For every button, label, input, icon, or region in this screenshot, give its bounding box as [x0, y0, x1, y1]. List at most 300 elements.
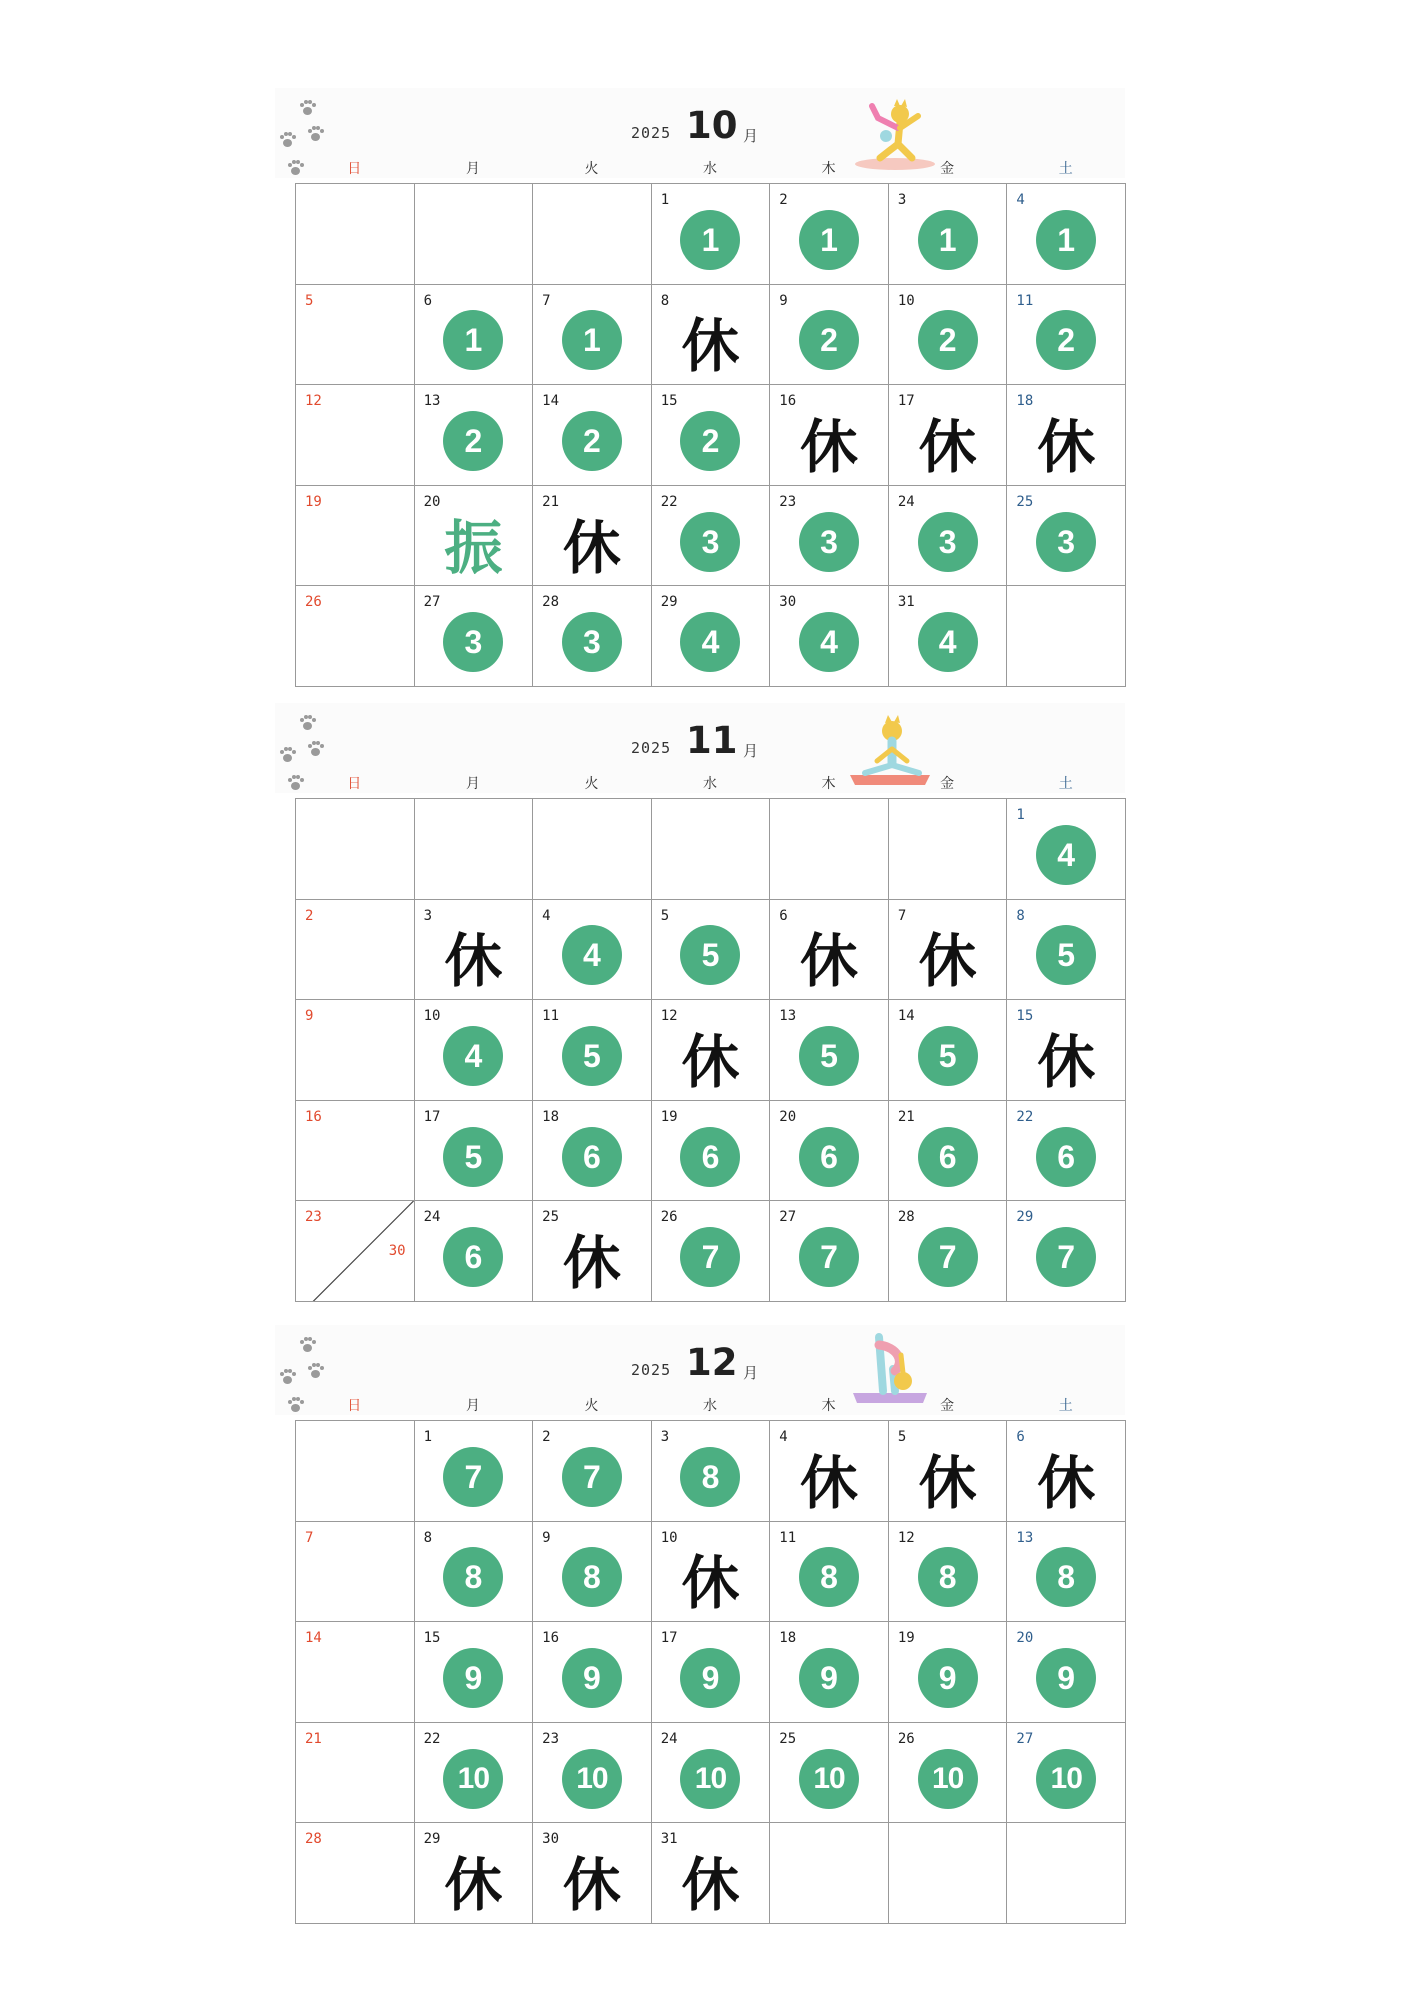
session-number-badge: 10: [562, 1749, 622, 1809]
calendar-day-cell: [1007, 1421, 1126, 1522]
session-number-badge: 2: [799, 310, 859, 370]
date-number: 26: [660, 1209, 678, 1226]
date-number: 1: [423, 1429, 432, 1445]
calendar-day-cell: [652, 799, 771, 900]
paw-icon: [279, 747, 295, 763]
date-number: 23: [542, 1730, 559, 1747]
calendar-day-cell: [415, 1622, 534, 1723]
calendar-day-cell: [889, 900, 1008, 1001]
date-number: 3: [423, 907, 432, 924]
date-number: 15: [423, 1630, 441, 1647]
calendar-day-cell: [415, 900, 534, 1001]
calendar-day-cell: [533, 486, 652, 587]
calendar-day-cell: [889, 385, 1008, 486]
session-number-badge: 3: [562, 612, 622, 672]
date-number: 21: [305, 1730, 322, 1747]
calendar-day-cell: [415, 184, 534, 285]
holiday-mark: 休: [681, 1549, 740, 1618]
date-number: 2: [779, 192, 788, 208]
session-number-badge: 1: [1036, 210, 1096, 270]
calendar-day-cell: [1007, 285, 1126, 386]
calendar-day-cell: [1007, 799, 1126, 900]
date-number: 10: [897, 292, 915, 309]
session-number-badge: 9: [562, 1648, 622, 1708]
calendar-day-cell: [889, 1000, 1008, 1101]
weekday-thu: 木: [821, 1398, 836, 1414]
date-number: 13: [423, 393, 441, 410]
date-number: 11: [779, 1529, 797, 1546]
session-number-badge: 10: [799, 1749, 859, 1809]
calendar-day-cell: [415, 1421, 534, 1522]
calendar-day-cell: [770, 900, 889, 1001]
weekday-mon: 月: [465, 1398, 480, 1414]
calendar-day-cell: [415, 799, 534, 900]
date-number: 27: [423, 594, 441, 611]
calendar-day-cell: [770, 799, 889, 900]
session-number-badge: 9: [799, 1648, 859, 1708]
calendar-day-cell: [296, 1723, 415, 1824]
calendar-day-cell: [415, 1823, 534, 1924]
session-number-badge: 1: [562, 310, 622, 370]
session-number-badge: 10: [1036, 1749, 1096, 1809]
calendar-day-cell: [889, 799, 1008, 900]
month-kanji: 月: [743, 127, 759, 145]
session-number-badge: 4: [1036, 825, 1096, 885]
date-number: 17: [423, 1108, 441, 1125]
calendar-day-cell: [652, 1622, 771, 1723]
calendar-day-cell: [1007, 1000, 1126, 1101]
month-number: 11: [686, 719, 738, 762]
session-number-badge: 6: [562, 1127, 622, 1187]
calendar-day-cell: [1007, 586, 1126, 687]
calendar-day-cell: [770, 1201, 889, 1302]
session-number-badge: 9: [1036, 1648, 1096, 1708]
weekday-wed: 水: [703, 161, 718, 177]
paw-prints-icon: [275, 713, 330, 808]
calendar-day-cell: [533, 1201, 652, 1302]
date-number: 8: [1016, 907, 1025, 924]
date-number: 1: [1016, 807, 1025, 823]
paw-icon: [299, 715, 315, 731]
year-label: 2025: [631, 739, 672, 757]
calendar-day-cell: [652, 184, 771, 285]
date-number: 21: [897, 1108, 915, 1125]
month-number: 12: [686, 1341, 738, 1384]
calendar-day-cell: [770, 1723, 889, 1824]
paw-icon: [299, 100, 315, 116]
paw-prints-icon: [275, 98, 330, 193]
date-number: 26: [897, 1730, 915, 1747]
weekday-wed: 水: [703, 776, 718, 792]
session-number-badge: 6: [1036, 1127, 1096, 1187]
holiday-mark: 休: [562, 513, 621, 582]
date-number: 8: [423, 1529, 432, 1546]
paw-prints-icon: [275, 1335, 330, 1430]
session-number-badge: 4: [918, 612, 978, 672]
calendar-day-cell: [296, 385, 415, 486]
calendar-day-cell: [296, 1522, 415, 1623]
session-number-badge: 8: [680, 1447, 740, 1507]
calendar-day-cell: [533, 385, 652, 486]
calendar-day-cell: [652, 1823, 771, 1924]
session-number-badge: 5: [443, 1127, 503, 1187]
date-number: 20: [423, 493, 441, 510]
date-number: 20: [1016, 1630, 1034, 1647]
calendar-day-cell: [652, 1421, 771, 1522]
calendar-day-cell: [296, 1622, 415, 1723]
date-number: 6: [1016, 1429, 1025, 1445]
calendar-day-cell: [296, 285, 415, 386]
holiday-mark: 休: [681, 1027, 740, 1096]
yoga-cat-illustration-icon: [845, 1325, 935, 1405]
session-number-badge: 5: [1036, 925, 1096, 985]
holiday-mark: 休: [1037, 1448, 1096, 1517]
session-number-badge: 4: [680, 612, 740, 672]
date-number: 23: [779, 493, 797, 510]
session-number-badge: 7: [443, 1447, 503, 1507]
holiday-mark: 休: [918, 1448, 977, 1517]
calendar-day-cell: [415, 1000, 534, 1101]
calendar-day-cell: [770, 1823, 889, 1924]
date-number: 23: [305, 1209, 322, 1226]
date-number: 27: [1016, 1730, 1034, 1747]
calendar-day-cell: [296, 900, 415, 1001]
session-number-badge: 7: [562, 1447, 622, 1507]
date-number: 3: [660, 1429, 670, 1445]
calendar-day-cell: [1007, 900, 1126, 1001]
session-number-badge: 7: [1036, 1227, 1096, 1287]
date-number: 24: [660, 1730, 678, 1747]
year-label: 2025: [631, 124, 672, 142]
calendar-day-cell: [770, 1421, 889, 1522]
weekday-thu: 木: [821, 161, 836, 177]
date-number: 25: [542, 1209, 559, 1226]
date-number: 29: [423, 1831, 441, 1848]
paw-icon: [307, 126, 323, 142]
date-number: 27: [779, 1209, 797, 1226]
holiday-mark: 休: [562, 1229, 621, 1298]
calendar-day-cell: [889, 586, 1008, 687]
holiday-mark: 休: [1037, 1027, 1096, 1096]
weekday-sat: 土: [1058, 776, 1073, 792]
date-number: 24: [423, 1209, 441, 1226]
calendar-day-cell: [533, 1522, 652, 1623]
date-number: 10: [423, 1008, 441, 1025]
session-number-badge: 1: [799, 210, 859, 270]
calendar-day-cell: [889, 1201, 1008, 1302]
calendar-day-cell: [652, 1201, 771, 1302]
date-number: 22: [660, 493, 678, 510]
calendar-day-cell: [415, 1101, 534, 1202]
calendar-day-cell: [770, 1522, 889, 1623]
date-number: 16: [305, 1108, 322, 1125]
calendar-day-cell: [889, 486, 1008, 587]
date-number: 13: [1016, 1529, 1034, 1546]
session-number-badge: 9: [443, 1648, 503, 1708]
calendar-day-cell: [652, 285, 771, 386]
weekday-header-row: [295, 158, 1125, 178]
year-label: 2025: [631, 1361, 672, 1379]
date-number: 31: [897, 594, 915, 611]
holiday-mark: 休: [800, 927, 859, 996]
date-number: 17: [897, 393, 915, 410]
calendar-day-cell: [770, 486, 889, 587]
date-number: 14: [897, 1008, 915, 1025]
calendar-grid: [295, 183, 1126, 687]
date-number: 7: [542, 292, 551, 309]
date-number: 29: [1016, 1209, 1034, 1226]
holiday-mark: 休: [681, 1851, 740, 1920]
calendar-day-cell: [415, 1522, 534, 1623]
weekday-sun: 日: [347, 161, 362, 177]
calendar-day-cell: [652, 586, 771, 687]
date-number: 22: [423, 1730, 441, 1747]
session-number-badge: 1: [918, 210, 978, 270]
session-number-badge: 8: [562, 1547, 622, 1607]
weekday-mon: 月: [465, 161, 480, 177]
calendar-day-cell: [770, 1101, 889, 1202]
month-header: [275, 1325, 1125, 1415]
calendar-day-cell: [296, 184, 415, 285]
calendar-day-cell: [1007, 1201, 1126, 1302]
date-number: 18: [542, 1108, 559, 1125]
calendar-day-cell: [652, 1723, 771, 1824]
calendar-day-cell: [770, 1622, 889, 1723]
date-number: 25: [1016, 493, 1034, 510]
calendar-day-cell: [415, 385, 534, 486]
calendar-day-cell: [296, 799, 415, 900]
calendar-day-cell: [770, 184, 889, 285]
weekday-header-row: [295, 1395, 1125, 1415]
date-number: 13: [779, 1008, 797, 1025]
date-number: 4: [542, 907, 551, 924]
date-number: 3: [897, 192, 907, 208]
session-number-badge: 9: [680, 1648, 740, 1708]
session-number-badge: 3: [1036, 512, 1096, 572]
session-number-badge: 3: [680, 512, 740, 572]
session-number-badge: 2: [918, 310, 978, 370]
calendar-day-cell: [533, 1421, 652, 1522]
session-number-badge: 5: [918, 1026, 978, 1086]
session-number-badge: 2: [443, 411, 503, 471]
holiday-mark: 休: [1037, 412, 1096, 481]
session-number-badge: 8: [918, 1547, 978, 1607]
month-number: 10: [686, 104, 738, 147]
session-number-badge: 2: [1036, 310, 1096, 370]
session-number-badge: 3: [443, 612, 503, 672]
calendar-day-cell: [1007, 1622, 1126, 1723]
date-number: 9: [305, 1008, 314, 1025]
holiday-mark: 休: [918, 412, 977, 481]
session-number-badge: 5: [799, 1026, 859, 1086]
month-kanji: 月: [743, 1364, 759, 1382]
date-number: 8: [660, 292, 670, 309]
month-header: [275, 88, 1125, 178]
date-number: 21: [542, 493, 559, 510]
session-number-badge: 10: [918, 1749, 978, 1809]
calendar-day-cell: [533, 900, 652, 1001]
date-number: 11: [542, 1008, 559, 1025]
calendar-day-cell: [889, 184, 1008, 285]
date-number-secondary: 30: [388, 1242, 406, 1259]
weekday-fri: 金: [940, 1398, 955, 1414]
session-number-badge: 6: [918, 1127, 978, 1187]
session-number-badge: 2: [680, 411, 740, 471]
calendar-day-cell: [415, 1723, 534, 1824]
month-block-december: [275, 1325, 1125, 1920]
weekday-sat: 土: [1058, 1398, 1073, 1414]
date-number: 7: [897, 907, 907, 924]
date-number: 6: [779, 907, 788, 924]
substitute-holiday-mark: 振: [444, 513, 503, 582]
calendar-day-cell: [415, 1201, 534, 1302]
calendar-day-cell: [770, 1000, 889, 1101]
date-number: 19: [305, 493, 322, 510]
calendar-day-cell: [652, 900, 771, 1001]
calendar-day-cell: [889, 1622, 1008, 1723]
session-number-badge: 10: [680, 1749, 740, 1809]
weekday-wed: 水: [703, 1398, 718, 1414]
calendar-day-cell: [533, 184, 652, 285]
date-number: 29: [660, 594, 678, 611]
date-number: 30: [779, 594, 797, 611]
calendar-day-cell: [533, 1622, 652, 1723]
calendar-day-cell: [1007, 1823, 1126, 1924]
weekday-sat: 土: [1058, 161, 1073, 177]
date-number: 25: [779, 1730, 797, 1747]
calendar-day-cell: [652, 486, 771, 587]
date-number: 2: [305, 907, 314, 924]
date-number: 14: [542, 393, 559, 410]
date-number: 20: [779, 1108, 797, 1125]
month-kanji: 月: [743, 742, 759, 760]
holiday-mark: 休: [444, 927, 503, 996]
calendar-day-cell: [533, 1101, 652, 1202]
session-number-badge: 3: [799, 512, 859, 572]
date-number: 11: [1016, 292, 1034, 309]
date-number: 6: [423, 292, 432, 309]
calendar-day-cell: [770, 385, 889, 486]
calendar-day-cell: [1007, 1723, 1126, 1824]
date-number: 28: [897, 1209, 915, 1226]
session-number-badge: 8: [1036, 1547, 1096, 1607]
calendar-day-cell: [889, 285, 1008, 386]
session-number-badge: 8: [799, 1547, 859, 1607]
session-number-badge: 7: [680, 1227, 740, 1287]
weekday-fri: 金: [940, 161, 955, 177]
calendar-grid: [295, 798, 1126, 1302]
date-number: 16: [779, 393, 797, 410]
calendar-day-cell: [770, 586, 889, 687]
paw-icon: [307, 1363, 323, 1379]
session-number-badge: 4: [562, 925, 622, 985]
session-number-badge: 4: [443, 1026, 503, 1086]
calendar-day-cell: [889, 1823, 1008, 1924]
paw-icon: [299, 1337, 315, 1353]
holiday-mark: 休: [800, 412, 859, 481]
holiday-mark: 休: [562, 1851, 621, 1920]
date-number: 28: [305, 1831, 322, 1848]
paw-icon: [279, 1369, 295, 1385]
session-number-badge: 7: [918, 1227, 978, 1287]
holiday-mark: 休: [444, 1851, 503, 1920]
calendar-day-cell: [652, 1101, 771, 1202]
date-number: 18: [1016, 393, 1034, 410]
calendar-day-cell: [415, 285, 534, 386]
date-number: 17: [660, 1630, 678, 1647]
calendar-day-cell: [533, 285, 652, 386]
calendar-day-cell: [296, 1101, 415, 1202]
paw-icon: [307, 741, 323, 757]
date-number: 12: [897, 1529, 915, 1546]
calendar-day-cell: [296, 1000, 415, 1101]
date-number: 5: [660, 907, 670, 924]
date-number: 7: [305, 1529, 314, 1546]
date-number: 30: [542, 1831, 559, 1848]
calendar-day-cell: [415, 586, 534, 687]
session-number-badge: 8: [443, 1547, 503, 1607]
date-number: 16: [542, 1630, 559, 1647]
weekday-tue: 火: [584, 776, 599, 792]
session-number-badge: 1: [680, 210, 740, 270]
session-number-badge: 3: [918, 512, 978, 572]
calendar-day-cell: [652, 1522, 771, 1623]
date-number: 14: [305, 1630, 322, 1647]
session-number-badge: 5: [562, 1026, 622, 1086]
calendar-day-cell: [1007, 486, 1126, 587]
calendar-grid: [295, 1420, 1126, 1924]
date-number: 28: [542, 594, 559, 611]
date-number: 24: [897, 493, 915, 510]
session-number-badge: 2: [562, 411, 622, 471]
session-number-badge: 4: [799, 612, 859, 672]
weekday-header-row: [295, 773, 1125, 793]
weekday-sun: 日: [347, 1398, 362, 1414]
month-block-october: [275, 88, 1125, 661]
weekday-tue: 火: [584, 161, 599, 177]
calendar-day-cell: [652, 1000, 771, 1101]
date-number: 22: [1016, 1108, 1034, 1125]
date-number: 1: [660, 192, 670, 208]
date-number: 5: [897, 1429, 907, 1445]
date-number: 18: [779, 1630, 797, 1647]
calendar-day-cell: [296, 1823, 415, 1924]
calendar-day-cell: [770, 285, 889, 386]
date-number: 19: [897, 1630, 915, 1647]
weekday-tue: 火: [584, 1398, 599, 1414]
session-number-badge: 1: [443, 310, 503, 370]
weekday-mon: 月: [465, 776, 480, 792]
session-number-badge: 6: [799, 1127, 859, 1187]
calendar-day-cell: [889, 1723, 1008, 1824]
session-number-badge: 10: [443, 1749, 503, 1809]
calendar-day-cell: [296, 1421, 415, 1522]
weekday-sun: 日: [347, 776, 362, 792]
calendar-day-cell: [889, 1421, 1008, 1522]
calendar-day-cell: [1007, 1522, 1126, 1623]
date-number: 12: [305, 393, 322, 410]
calendar-day-cell: [889, 1101, 1008, 1202]
date-number: 15: [660, 393, 678, 410]
calendar-day-cell: [533, 799, 652, 900]
date-number: 2: [542, 1429, 551, 1445]
date-number: 9: [779, 292, 788, 309]
date-number: 10: [660, 1529, 678, 1546]
paw-icon: [279, 132, 295, 148]
calendar-day-cell: [296, 1201, 415, 1302]
date-number: 4: [1016, 192, 1025, 208]
session-number-badge: 5: [680, 925, 740, 985]
